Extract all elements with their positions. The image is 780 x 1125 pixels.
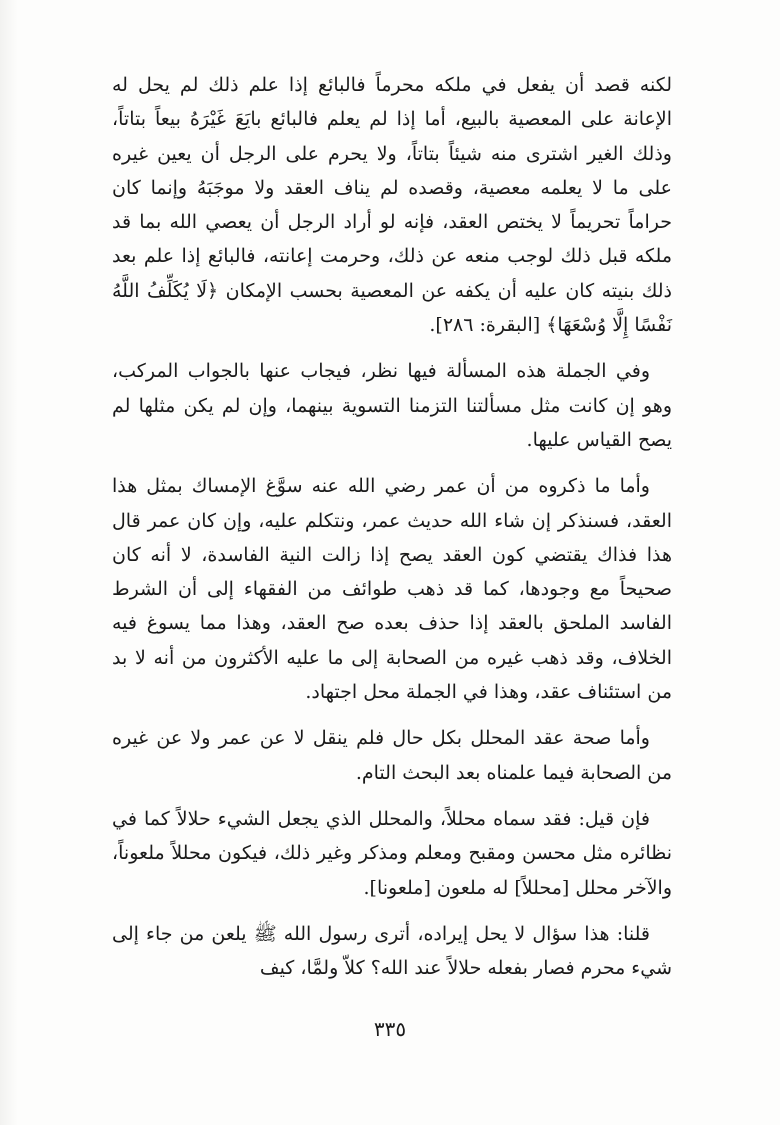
body-text xyxy=(112,68,672,997)
page-edge-shadow xyxy=(0,0,18,1125)
page-number: ٣٣٥ xyxy=(373,1017,407,1041)
paragraph-3: وأما ما ذكروه من أن عمر رضي الله عنه سوَّغ الإمساك بمثل هذا العقد، فسنذكر إن شاء الله حديث عمر، ونتكلم عليه، وإن كان عمر قال هذا فذاك يقتضي كون العقد يصح إذا زالت النية الفاسدة، لا أنه كان صحيحاً مع وجودها، كما قد ذهب طوائف من الفقهاء إلى أن الشرط الفاسد الملحق بالعقد إذا حذف بعده صح العقد، وهذا مما يسوغ فيه الخلاف، وقد ذهب غيره من الصحابة إلى ما عليه الأكثرون من أنه لا بد من استئناف عقد، وهذا في الجملة محل اجتهاد. xyxy=(112,475,672,704)
paragraph-2: وفي الجملة هذه المسألة فيها نظر، فيجاب عنها بالجواب المركب، وهو إن كانت مثل مسألتنا التزمنا التسوية بينهما، وإن لم يكن مثلها لم يصح القياس عليها. xyxy=(112,360,672,451)
paragraph-5: فإن قيل: فقد سماه محللاً، والمحلل الذي يجعل الشيء حلالاً كما في نظائره مثل محسن ومقبح ومعلم ومذكر وغير ذلك، فيكون محللاً ملعوناً، والآخر محلل [محللاً] له ملعون [ملعونا]. xyxy=(112,807,672,899)
paragraph-4: وأما صحة عقد المحلل بكل حال فلم ينقل لا عن عمر ولا عن غيره من الصحابة فيما علمناه بعد البحث التام. xyxy=(112,727,672,784)
paragraph-1: لكنه قصد أن يفعل في ملكه محرماً فالبائع إذا علم ذلك لم يحل له الإعانة على المعصية بالبيع، أما إذا لم يعلم فالبائع بايَعَ غَيْرَهُ بيعاً بتاتاً، وذلك الغير اشترى منه شيئاً بتاتاً، ولا يحرم على الرجل أن يعين غيره على ما لا يعلمه معصية، وقصده لم يناف العقد ولا موجَبَهُ وإنما كان حراماً تحريماً لا يختص العقد، فإنه لو أراد الرجل أن يعصي الله بما قد ملكه قبل ذلك لوجب منعه عن ذلك، وحرمت إعانته، فالبائع إذا علم بعد ذلك بنيته كان عليه أن يكفه عن المعصية بحسب الإمكان ﴿لَا يُكَلِّفُ اللَّهُ نَفْسًا إِلَّا وُسْعَهَا﴾ [البقرة: ٢٨٦]. xyxy=(112,74,672,337)
paragraph-6: قلنا: هذا سؤال لا يحل إيراده، أترى رسول الله ﷺ يلعن من جاء إلى شيء محرم فصار بفعله حلالاً عند الله؟ كلاّ ولمَّا، كيف xyxy=(112,922,672,980)
